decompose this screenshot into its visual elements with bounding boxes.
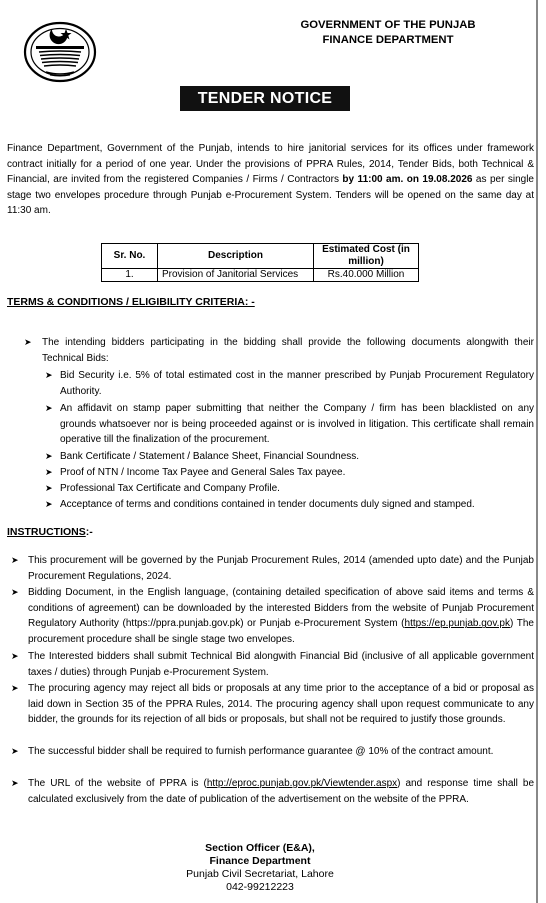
instructions-heading-text: INSTRUCTIONS — [7, 526, 86, 538]
org-name-line1: GOVERNMENT OF THE PUNJAB — [300, 19, 476, 31]
instruction-text: ) and response time shall be calculated exclusively from the date of publication of the advertisement on the website of the PPRA. — [28, 778, 534, 805]
terms-heading: TERMS & CONDITIONS / ELIGIBILITY CRITERIA: - — [7, 296, 255, 308]
instruction-item — [28, 776, 534, 807]
bullet-arrow-icon: ➤ — [45, 403, 53, 413]
punjab-emblem-icon — [22, 20, 98, 84]
bullet-arrow-icon: ➤ — [11, 683, 19, 693]
notice-title: TENDER NOTICE — [180, 86, 350, 111]
instruction-item — [28, 585, 534, 648]
table-header-row — [102, 244, 419, 269]
instructions-heading — [7, 526, 93, 538]
terms-item: Bank Certificate / Statement / Balance Sheet, Financial Soundness. — [60, 451, 360, 462]
instruction-item: The successful bidder shall be required to furnish performance guarantee @ 10% of the contract amount. — [28, 746, 494, 757]
bullet-arrow-icon: ➤ — [45, 467, 53, 477]
ep-punjab-link[interactable]: https://ep.punjab.gov.pk — [404, 618, 510, 630]
signatory-title: Section Officer (E&A), — [205, 842, 315, 854]
instruction-item: This procurement will be governed by the Punjab Procurement Rules, 2014 (amended upto date) and the Punjab Procurement Regulations, 2024. — [28, 555, 534, 582]
table-row — [102, 269, 419, 282]
bullet-arrow-icon: ➤ — [11, 587, 19, 597]
cell-description: Provision of Janitorial Services — [158, 269, 314, 282]
instruction-text: The URL of the website of PPRA is ( — [28, 778, 207, 789]
signatory-phone: 042-99212223 — [226, 881, 294, 893]
bullet-arrow-icon: ➤ — [24, 337, 32, 347]
tender-items-table — [101, 243, 419, 282]
bullet-arrow-icon: ➤ — [11, 746, 19, 756]
bullet-arrow-icon: ➤ — [11, 555, 19, 565]
col-header-description: Description — [158, 244, 314, 269]
signatory-department: Finance Department — [209, 855, 311, 867]
bullet-arrow-icon: ➤ — [45, 499, 53, 509]
bullet-arrow-icon: ➤ — [11, 651, 19, 661]
bid-deadline: by 11:00 am. on 19.08.2026 — [342, 174, 473, 186]
cell-sr-no: 1. — [102, 269, 158, 282]
terms-item: Professional Tax Certificate and Company Profile. — [60, 483, 280, 494]
intro-text-1: Finance Department, Government of the Punjab, intends to hire janitorial services for its offices under framework contract initially for a period of one year. Under the provisions of PPRA Rules, 2014, Tender Bids, both Technical & Financial, are invited from the registered Companies / Firms / Contractors — [7, 143, 534, 186]
instruction-text: ) The procurement procedure shall be single stage two envelopes. — [28, 618, 534, 646]
terms-item: Acceptance of terms and conditions contained in tender documents duly signed and stamped. — [60, 499, 475, 510]
terms-item: An affidavit on stamp paper submitting that neither the Company / firm has been blacklisted on any grounds whatsoever nor is being proceeded against or is involved in litigation. This certificate shall remain operative till the finalization of the procurement. — [60, 403, 534, 446]
bullet-arrow-icon: ➤ — [11, 778, 19, 788]
intro-text-2: as per single stage two envelopes procedure through Punjab e-Procurement System. Tenders will be opened on the same day at 11:30 am. — [7, 174, 534, 217]
col-header-estimated-cost: Estimated Cost (in million) — [314, 244, 419, 269]
terms-item: Bid Security i.e. 5% of total estimated cost in the manner prescribed by Punjab Procurement Regulatory Authority. — [60, 370, 534, 397]
instructions-heading-suffix: :- — [85, 526, 93, 538]
cell-estimated-cost: Rs.40.000 Million — [314, 269, 419, 282]
bullet-arrow-icon: ➤ — [45, 370, 53, 380]
instruction-item: The procuring agency may reject all bids or proposals at any time prior to the acceptance of a bid or proposal as laid down in Section 35 of the PPRA Rules, 2014. The procuring agency shall upon request communicate to any bidder, the grounds for its rejection of all bids or proposals, but shall not be required to justify those grounds. — [28, 683, 534, 726]
bullet-arrow-icon: ➤ — [45, 483, 53, 493]
signatory-address: Punjab Civil Secretariat, Lahore — [186, 868, 334, 880]
terms-item: Proof of NTN / Income Tax Payee and General Sales Tax payee. — [60, 467, 346, 478]
instruction-text: Bidding Document, in the English language, (containing detailed specification of above said items and terms & conditions of agreement) can be downloaded by the interested Bidders from the website of Punjab Procurement Regulatory Authority (https://ppra.punjab.gov.pk) or Punjab e-Procurement System ( — [28, 587, 534, 630]
ppra-website-link[interactable]: http://eproc.punjab.gov.pk/Viewtender.aspx — [206, 778, 398, 789]
org-name-line2: FINANCE DEPARTMENT — [322, 34, 454, 46]
terms-intro: The intending bidders participating in the bidding shall provide the following documents alongwith their Technical Bids: — [42, 337, 534, 364]
intro-paragraph — [7, 141, 534, 219]
bullet-arrow-icon: ➤ — [45, 451, 53, 461]
instruction-item: The Interested bidders shall submit Technical Bid alongwith Financial Bid (inclusive of all applicable government taxes / duties) through Punjab e-Procurement System. — [28, 651, 534, 678]
col-header-sr-no: Sr. No. — [102, 244, 158, 269]
